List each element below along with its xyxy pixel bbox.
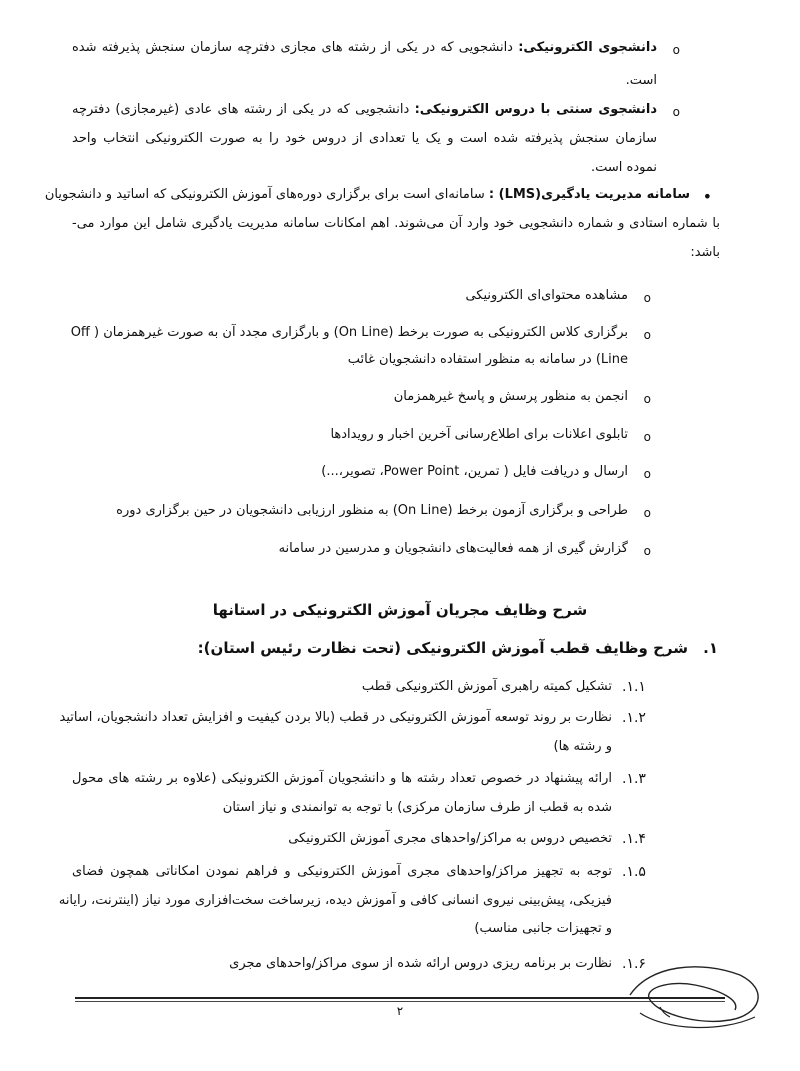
duty-item-continued: و تجهیزات جانبی مناسب) <box>474 921 612 936</box>
feature-item: برگزاری کلاس الکترونیکی به صورت برخط (On Line) و بارگزاری مجدد آن به صورت غیرهمزمان ( Off <box>70 325 628 340</box>
page-number: ۲ <box>396 1004 404 1018</box>
lms-text-continued: با شماره استادی و شماره دانشجویی خود وارد آن می‌شوند. اهم امکانات سامانه مدیریت یادگیری شامل این موارد می- <box>72 216 720 231</box>
term-electronic-student: دانشجوی الکترونیکی: <box>518 40 657 55</box>
sub-heading-number: .۱ <box>703 639 718 657</box>
feature-item: انجمن به منظور پرسش و پاسخ غیرهمزمان <box>393 389 628 404</box>
duty-item: نظارت بر روند توسعه آموزش الکترونیکی در قطب (بالا بردن کیفیت و افزایش تعداد دانشجویان، اساتید <box>59 710 612 725</box>
feature-bullet: o <box>643 328 651 342</box>
duty-number: .۱.۵ <box>622 864 646 880</box>
definition-text-continued: سازمان سنجش پذیرفته شده است و یک یا تعدادی از دروس خود را به صورت الکترونیکی انتخاب واحد <box>72 131 657 146</box>
term-traditional-student: دانشجوی سنتی با دروس الکترونیکی: <box>414 102 658 117</box>
duty-item: توجه به تجهیز مراکز/واحدهای مجری آموزش الکترونیکی و فراهم نمودن امکاناتی همچون فضای <box>72 864 612 879</box>
definition-traditional-student <box>72 101 657 119</box>
duty-number: .۱.۶ <box>622 956 646 972</box>
main-bullet: • <box>702 187 712 206</box>
sub-bullet: o <box>672 105 680 119</box>
duty-number: .۱.۲ <box>622 710 646 726</box>
feature-bullet: o <box>643 544 651 558</box>
term-lms: سامانه مدیریت یادگیری(LMS) : <box>488 187 690 202</box>
feature-item: طراحی و برگزاری آزمون برخط (On Line) به منظور ارزیابی دانشجویان در حین برگزاری دوره <box>116 503 628 518</box>
sub-heading: شرح وظایف قطب آموزش الکترونیکی (تحت نظارت رئیس استان): <box>197 639 688 657</box>
feature-item: تابلوی اعلانات برای اطلاع‌رسانی آخرین اخبار و رویدادها <box>330 427 628 442</box>
duty-item-continued: شده به قطب از طرف سازمان مرکزی) با توجه به توانمندی و نیاز استان <box>222 800 612 815</box>
lms-definition <box>44 186 690 204</box>
sub-bullet: o <box>672 43 680 57</box>
signature-mark <box>620 955 770 1035</box>
duty-item-continued: فیزیکی، پیش‌بینی نیروی انسانی کافی و آموزش دیده، زیرساخت سخت‌افزاری مورد نیاز (اینترنت، رایانه <box>58 893 612 908</box>
feature-bullet: o <box>643 430 651 444</box>
feature-item: ارسال و دریافت فایل ( تمرین، Power Point، تصویر،...) <box>321 464 628 479</box>
lms-text: سامانه‌ای است برای برگزاری دوره‌های آموزش الکترونیکی که اساتید و دانشجویان <box>44 187 485 202</box>
definition-text-continued: است. <box>625 73 657 88</box>
definition-electronic-student <box>72 39 657 57</box>
definition-text: دانشجویی که در یکی از رشته های مجازی دفترچه سازمان سنجش پذیرفته شده <box>72 40 513 55</box>
feature-item: گزارش گیری از همه فعالیت‌های دانشجویان و مدرسین در سامانه <box>278 541 628 556</box>
duty-item: تشکیل کمیته راهبری آموزش الکترونیکی قطب <box>361 679 612 694</box>
duty-item: ارائه پیشنهاد در خصوص تعداد رشته ها و دانشجویان آموزش الکترونیکی (علاوه بر رشته های محول <box>72 771 612 786</box>
section-heading: شرح وظایف مجریان آموزش الکترونیکی در استانها <box>212 601 588 619</box>
feature-item-continued: Line) در سامانه به منظور استفاده دانشجویان غائب <box>347 352 628 367</box>
duty-item: تخصیص دروس به مراکز/واحدهای مجری آموزش الکترونیکی <box>288 831 612 846</box>
definition-text-continued: نموده است. <box>591 160 657 175</box>
feature-bullet: o <box>643 506 651 520</box>
duty-number: .۱.۳ <box>622 771 646 787</box>
duty-number: .۱.۴ <box>622 831 646 847</box>
feature-bullet: o <box>643 392 651 406</box>
feature-bullet: o <box>643 291 651 305</box>
definition-text: دانشجویی که در یکی از رشته های عادی (غیرمجازی) دفترچه <box>72 102 410 117</box>
duty-item: نظارت بر برنامه ریزی دروس ارائه شده از سوی مراکز/واحدهای مجری <box>229 956 612 971</box>
duty-number: .۱.۱ <box>622 679 646 695</box>
feature-item: مشاهده محتوای‌ای الکترونیکی <box>465 288 628 303</box>
lms-text-continued: باشد: <box>690 245 720 260</box>
duty-item-continued: و رشته ها) <box>553 739 612 754</box>
feature-bullet: o <box>643 467 651 481</box>
